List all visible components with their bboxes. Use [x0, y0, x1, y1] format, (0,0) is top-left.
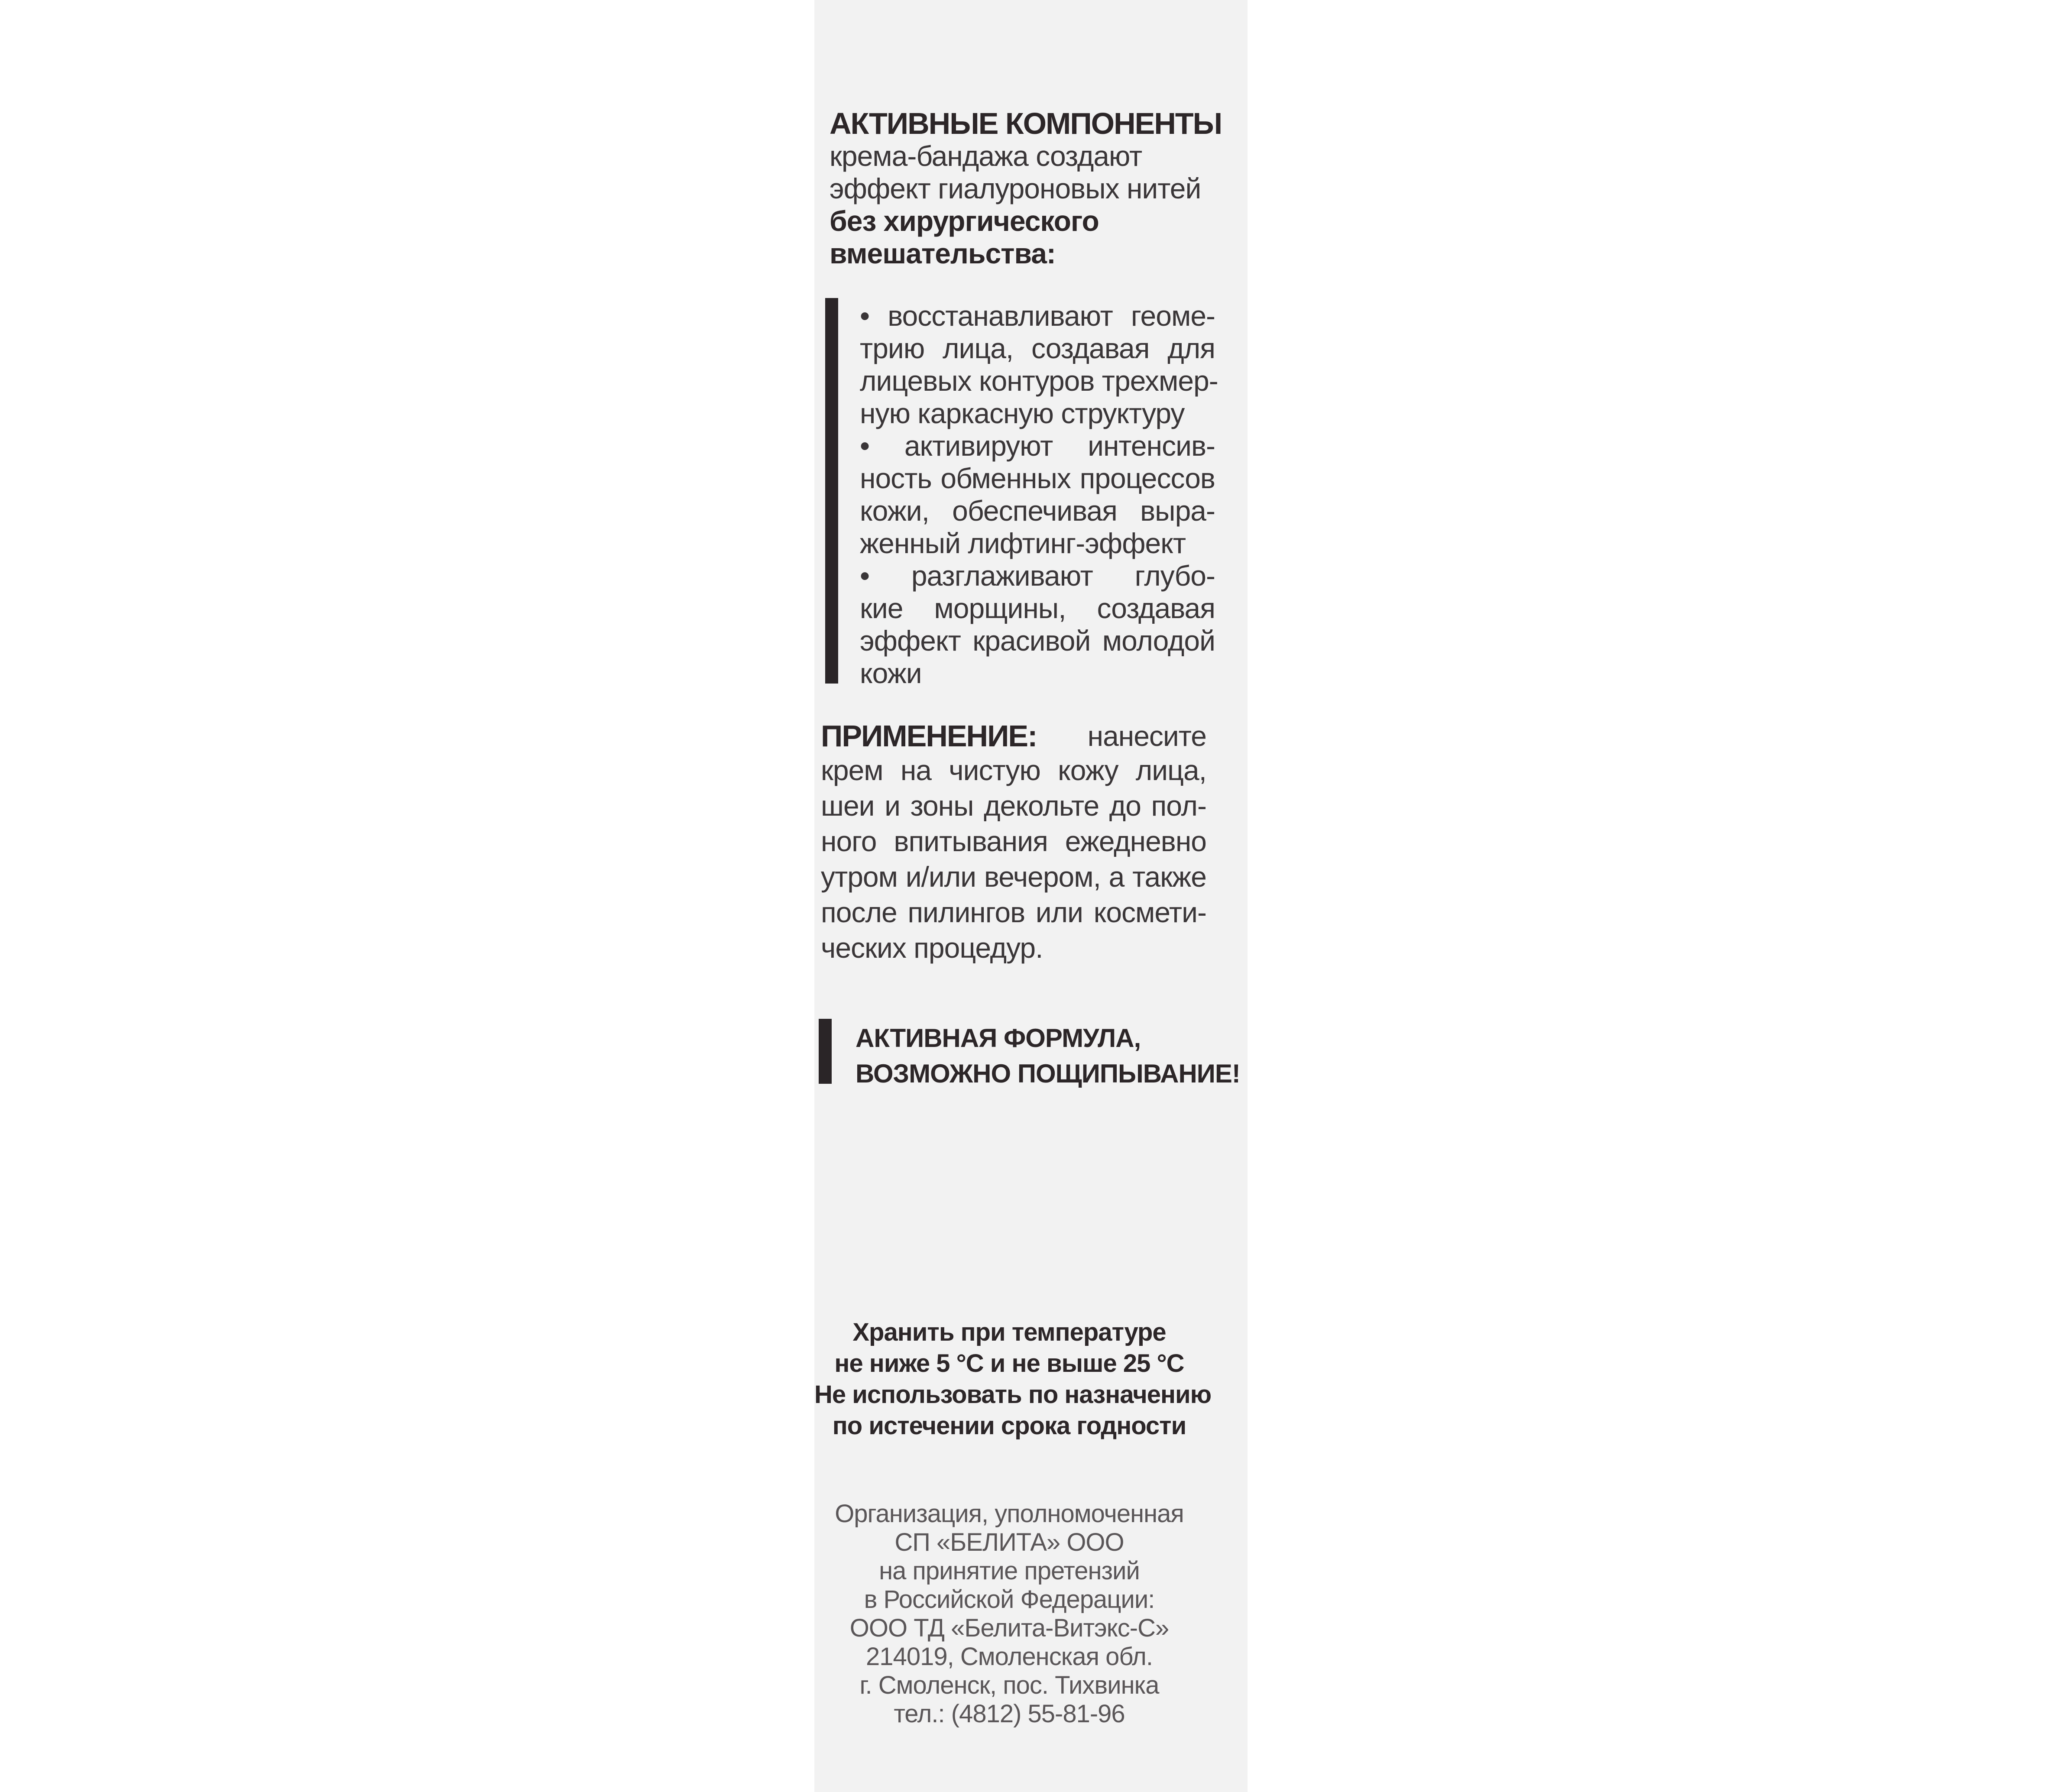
storage-line: не ниже 5 °С и не выше 25 °С — [834, 1349, 1184, 1377]
application-text: нанесите — [1087, 720, 1206, 752]
storage-section — [814, 1317, 1212, 1442]
benefit-line: • восстанавливают геоме- — [860, 300, 1215, 332]
benefit-line: ную каркасную структуру — [860, 397, 1185, 429]
benefit-line: трию лица, создавая для — [860, 332, 1215, 364]
application-line: после пилингов или космети- — [821, 896, 1206, 928]
organization-line: в Российской Федерации: — [864, 1585, 1155, 1614]
benefit-line: женный лифтинг-эффект — [860, 527, 1186, 559]
intro-bold-line: без хирургического — [830, 205, 1099, 237]
intro-bold-line: вмешательства: — [830, 237, 1056, 269]
application-line: крем на чистую кожу лица, — [821, 754, 1206, 786]
active-components-section — [830, 107, 1232, 270]
organization-line: Организация, уполномоченная — [835, 1500, 1184, 1528]
benefits-accent-bar — [825, 298, 838, 684]
active-components-heading: АКТИВНЫЕ КОМПОНЕНТЫ — [830, 107, 1222, 140]
application-line: ческих процедур. — [821, 932, 1043, 964]
storage-line: Не использовать по назначению — [814, 1380, 1212, 1409]
warning-section — [855, 1021, 1240, 1092]
benefits-list — [860, 300, 1218, 690]
benefit-line: • разглаживают глубо- — [860, 560, 1215, 592]
benefit-line: лицевых контуров трехмер- — [860, 365, 1218, 397]
storage-line: по истечении срока годности — [832, 1412, 1186, 1440]
application-line: утром и/или вечером, а также — [821, 861, 1206, 893]
application-line: ного впитывания ежедневно — [821, 825, 1206, 857]
benefit-line: кожи, обеспечивая выра- — [860, 495, 1215, 527]
application-label: ПРИМЕНЕНИЕ: — [821, 719, 1037, 753]
benefit-line: эффект красивой молодой — [860, 625, 1215, 657]
intro-line: крема-бандажа создают — [830, 140, 1142, 172]
benefit-line: кожи — [860, 657, 922, 689]
warning-accent-bar — [819, 1019, 832, 1084]
warning-line: АКТИВНАЯ ФОРМУЛА, — [855, 1024, 1141, 1053]
organization-line: на принятие претензий — [879, 1557, 1140, 1585]
warning-line: ВОЗМОЖНО ПОЩИПЫВАНИЕ! — [855, 1059, 1240, 1088]
organization-line: г. Смоленск, пос. Тихвинка — [859, 1671, 1159, 1699]
storage-line: Хранить при температуре — [852, 1318, 1166, 1346]
benefit-line: ность обменных процессов — [860, 462, 1215, 494]
benefit-line: • активируют интенсив- — [860, 430, 1215, 462]
organization-line: тел.: (4812) 55-81-96 — [894, 1700, 1125, 1728]
application-first-line — [821, 720, 1206, 752]
organization-section — [814, 1500, 1204, 1728]
application-line: шеи и зоны декольте до пол- — [821, 790, 1206, 822]
intro-line: эффект гиалуроновых нитей — [830, 172, 1201, 204]
label-panel — [814, 0, 1248, 1792]
benefit-line: кие морщины, создавая — [860, 592, 1215, 624]
application-section — [821, 720, 1206, 966]
organization-line: СП «БЕЛИТА» ООО — [894, 1528, 1124, 1556]
organization-line: ООО ТД «Белита-Витэкс-С» — [849, 1614, 1169, 1642]
organization-line: 214019, Смоленская обл. — [866, 1643, 1153, 1671]
